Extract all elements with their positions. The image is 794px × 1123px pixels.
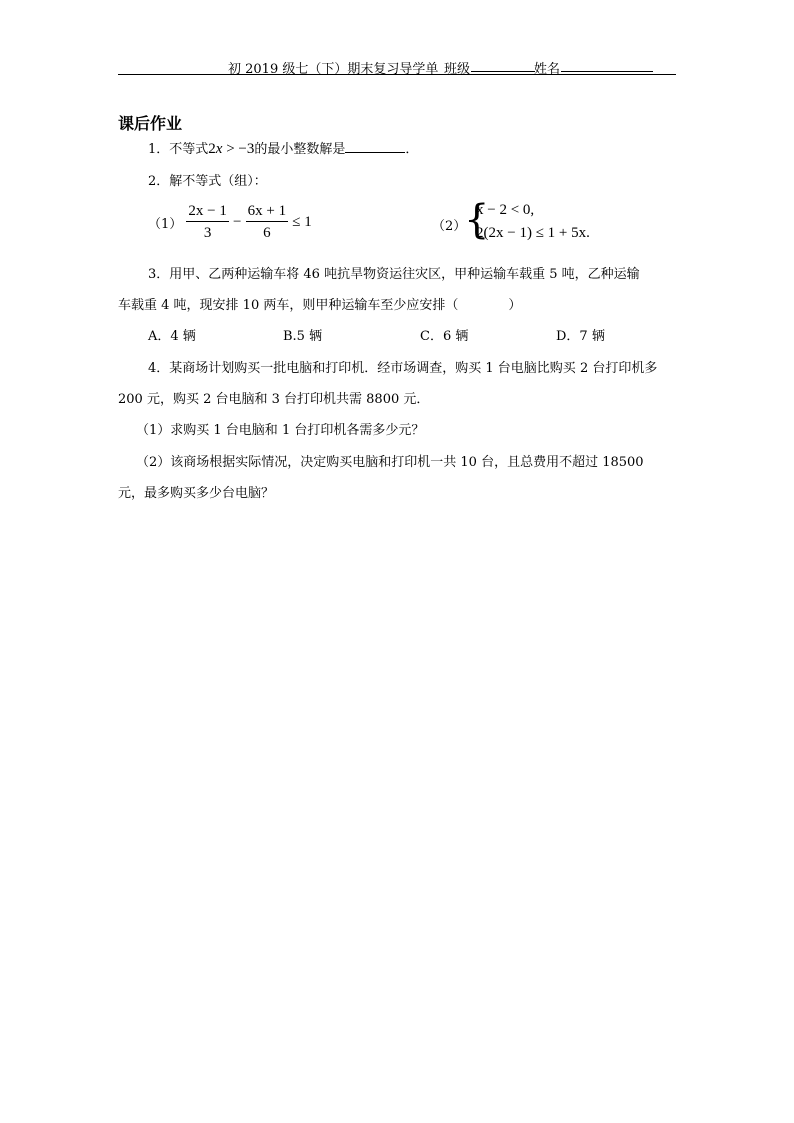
q2-relation: ≤ 1: [292, 214, 312, 230]
q2-minus: −: [233, 214, 242, 230]
q2-part-1: [148, 201, 312, 244]
q3-option-c: C．6 辆: [420, 329, 469, 344]
q1-expression: 2x > −3: [208, 141, 255, 157]
class-label: 班级: [444, 62, 471, 77]
q4-part-2-line-2: 元，最多购买多少台电脑？: [118, 486, 275, 501]
q2-fraction-2: $\frac{6x + 1}{6}$: [247, 203, 287, 241]
q1-answer-blank: [345, 140, 405, 153]
q1-prefix: 1．不等式: [148, 142, 209, 157]
q4-line-2: 200 元，购买 2 台电脑和 3 台打印机共需 8800 元．: [118, 392, 430, 407]
q2-sub1-label: （1）: [148, 217, 183, 232]
q4-line-1: 4．某商场计划购买一批电脑和打印机．经市场调查，购买 1 台电脑比购买 2 台打印机多: [148, 361, 658, 376]
page-header: [118, 56, 676, 75]
header-title: 初 2019 级七（下）期末复习导学单: [228, 62, 439, 77]
q4-part-1: （1）求购买 1 台电脑和 1 台打印机各需多少元？: [136, 423, 425, 438]
q2-inequality-system: [464, 197, 604, 246]
brace-symbol: {: [464, 197, 490, 243]
q3-option-b: B.5 辆: [283, 329, 323, 344]
q2-fraction-1: $\frac{2x - 1}{3}$: [188, 203, 227, 241]
name-blank: [561, 71, 653, 72]
q3-option-d: D．7 辆: [556, 329, 605, 344]
class-blank: [471, 71, 535, 72]
section-title: 课后作业: [118, 114, 183, 133]
q1-end: ．: [405, 142, 419, 157]
q4-part-2-line-1: （2）该商场根据实际情况，决定购买电脑和打印机一共 10 台，且总费用不超过 18500: [136, 455, 644, 470]
question-1: [148, 138, 418, 158]
question-2: 2．解不等式（组）：: [148, 174, 267, 189]
q3-option-a: A．4 辆: [148, 329, 196, 344]
q3-line-1: 3．用甲、乙两种运输车将 46 吨抗旱物资运往灾区，甲种运输车载重 5 吨，乙种运输: [148, 267, 640, 282]
system-row-2: 2(2x − 1) ≤ 1 + 5x.: [476, 225, 590, 241]
system-row-1: x − 2 < 0,: [476, 202, 535, 218]
q2-sub2-label: （2）: [432, 219, 467, 234]
q3-line-2: 车载重 4 吨，现安排 10 两车，则甲种运输车至少应安排（ ）: [118, 298, 522, 313]
name-label: 姓名: [534, 62, 561, 77]
q1-suffix: 的最小整数解是: [254, 142, 346, 157]
